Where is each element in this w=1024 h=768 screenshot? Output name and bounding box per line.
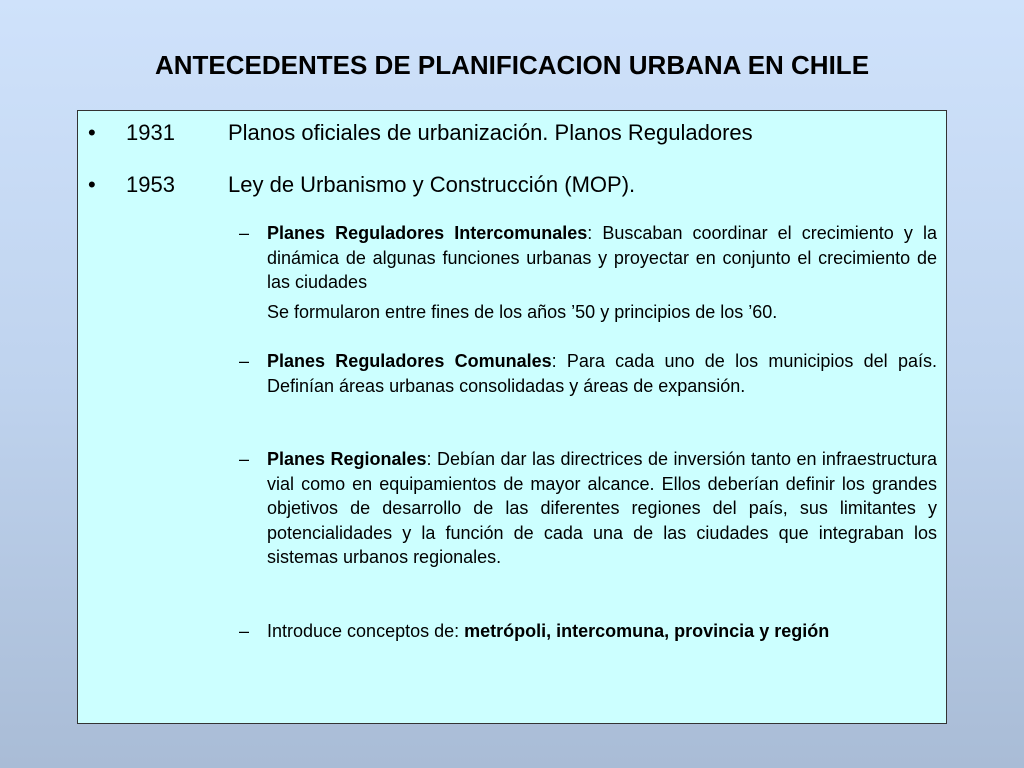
bullet-year: 1953 [126, 172, 175, 197]
dash-marker: – [239, 351, 250, 371]
sub-item-term: Planes Reguladores Comunales [267, 351, 552, 371]
bullet-marker: • [88, 120, 96, 145]
sub-item-term: Planes Reguladores Intercomunales [267, 223, 588, 243]
sub-item-note: Se formularon entre fines de los años ’50 y principios de los ’60. [267, 302, 778, 322]
sub-item-regionales [239, 447, 937, 570]
sub-item-text: : Debían dar las directrices de inversión tanto en infraestructura vial como en equipamientos de mayor alcance. Ellos deberían definir los grandes objetivos de desarrollo de las diferentes regiones del país, sus limitantes y potencialidades y la función de cada una de las ciudades que integraban los sistemas urbanos regionales. [267, 449, 937, 567]
dash-marker: – [239, 449, 250, 469]
sub-item-text: : Buscaban coordinar el crecimiento y la dinámica de algunas funciones urbanas y proyectar en conjunto el crecimiento de las ciudades [267, 223, 937, 292]
bullet-text: Planos oficiales de urbanización. Planos Reguladores [228, 120, 753, 145]
sub-item-text: Introduce conceptos de: [267, 621, 465, 641]
bullet-year: 1931 [126, 120, 175, 145]
dash-marker: – [239, 223, 250, 243]
sub-item-intercomunales [239, 221, 937, 295]
sub-item-term: metrópoli, intercomuna, provincia y región [464, 621, 830, 641]
sub-item-comunales [239, 349, 937, 398]
content-box [77, 110, 947, 724]
sub-item-text: : Para cada uno de los municipios del país. Definían áreas urbanas consolidadas y áreas de expansión. [267, 351, 937, 396]
sub-item-term: Planes Regionales [267, 449, 427, 469]
bullet-marker: • [88, 172, 96, 197]
dash-marker: – [239, 621, 250, 641]
sub-item-conceptos [239, 619, 937, 644]
page-title: ANTECEDENTES DE PLANIFICACION URBANA EN CHILE [154, 50, 870, 80]
bullet-text: Ley de Urbanismo y Construcción (MOP). [228, 172, 636, 197]
